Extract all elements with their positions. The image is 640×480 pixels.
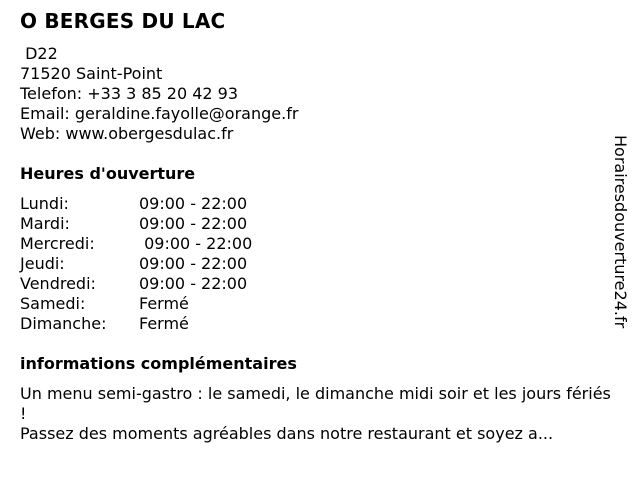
address-street: D22: [20, 44, 58, 63]
phone-line[interactable]: Telefon: +33 3 85 20 42 93: [20, 84, 239, 103]
day-time: 09:00 - 22:00: [139, 194, 248, 213]
day-time: 09:00 - 22:00: [139, 254, 248, 273]
info-block: [20, 384, 620, 444]
watermark-text: Horairesdouverture24.fr: [611, 135, 630, 329]
page-title: O BERGES DU LAC: [20, 9, 226, 33]
hours-row-jeudi: [20, 254, 252, 274]
email-line[interactable]: Email: geraldine.fayolle@orange.fr: [20, 104, 299, 123]
address-block: [20, 44, 298, 144]
hours-heading: Heures d'ouverture: [20, 164, 196, 183]
day-time: 09:00 - 22:00: [139, 234, 253, 253]
day-time: Fermé: [139, 314, 189, 333]
hours-table: [20, 194, 252, 334]
hours-row-samedi: [20, 294, 252, 314]
day-label: Jeudi:: [20, 254, 65, 273]
hours-row-lundi: [20, 194, 252, 214]
day-label: Vendredi:: [20, 274, 96, 293]
address-city: 71520 Saint-Point: [20, 64, 163, 83]
hours-row-mardi: [20, 214, 252, 234]
day-label: Dimanche:: [20, 314, 107, 333]
day-label: Samedi:: [20, 294, 86, 313]
day-time: Fermé: [139, 294, 189, 313]
info-text-2: Passez des moments agréables dans notre restaurant et soyez a...: [20, 424, 554, 443]
day-label: Mardi:: [20, 214, 70, 233]
day-time: 09:00 - 22:00: [139, 274, 248, 293]
hours-row-vendredi: [20, 274, 252, 294]
day-time: 09:00 - 22:00: [139, 214, 248, 233]
info-text-1: Un menu semi-gastro : le samedi, le dimanche midi soir et les jours fériés !: [20, 384, 611, 423]
web-line[interactable]: Web: www.obergesdulac.fr: [20, 124, 234, 143]
hours-row-dimanche: [20, 314, 252, 334]
info-heading: informations complémentaires: [20, 354, 297, 373]
day-label: Lundi:: [20, 194, 69, 213]
hours-row-mercredi: [20, 234, 252, 254]
day-label: Mercredi:: [20, 234, 95, 253]
